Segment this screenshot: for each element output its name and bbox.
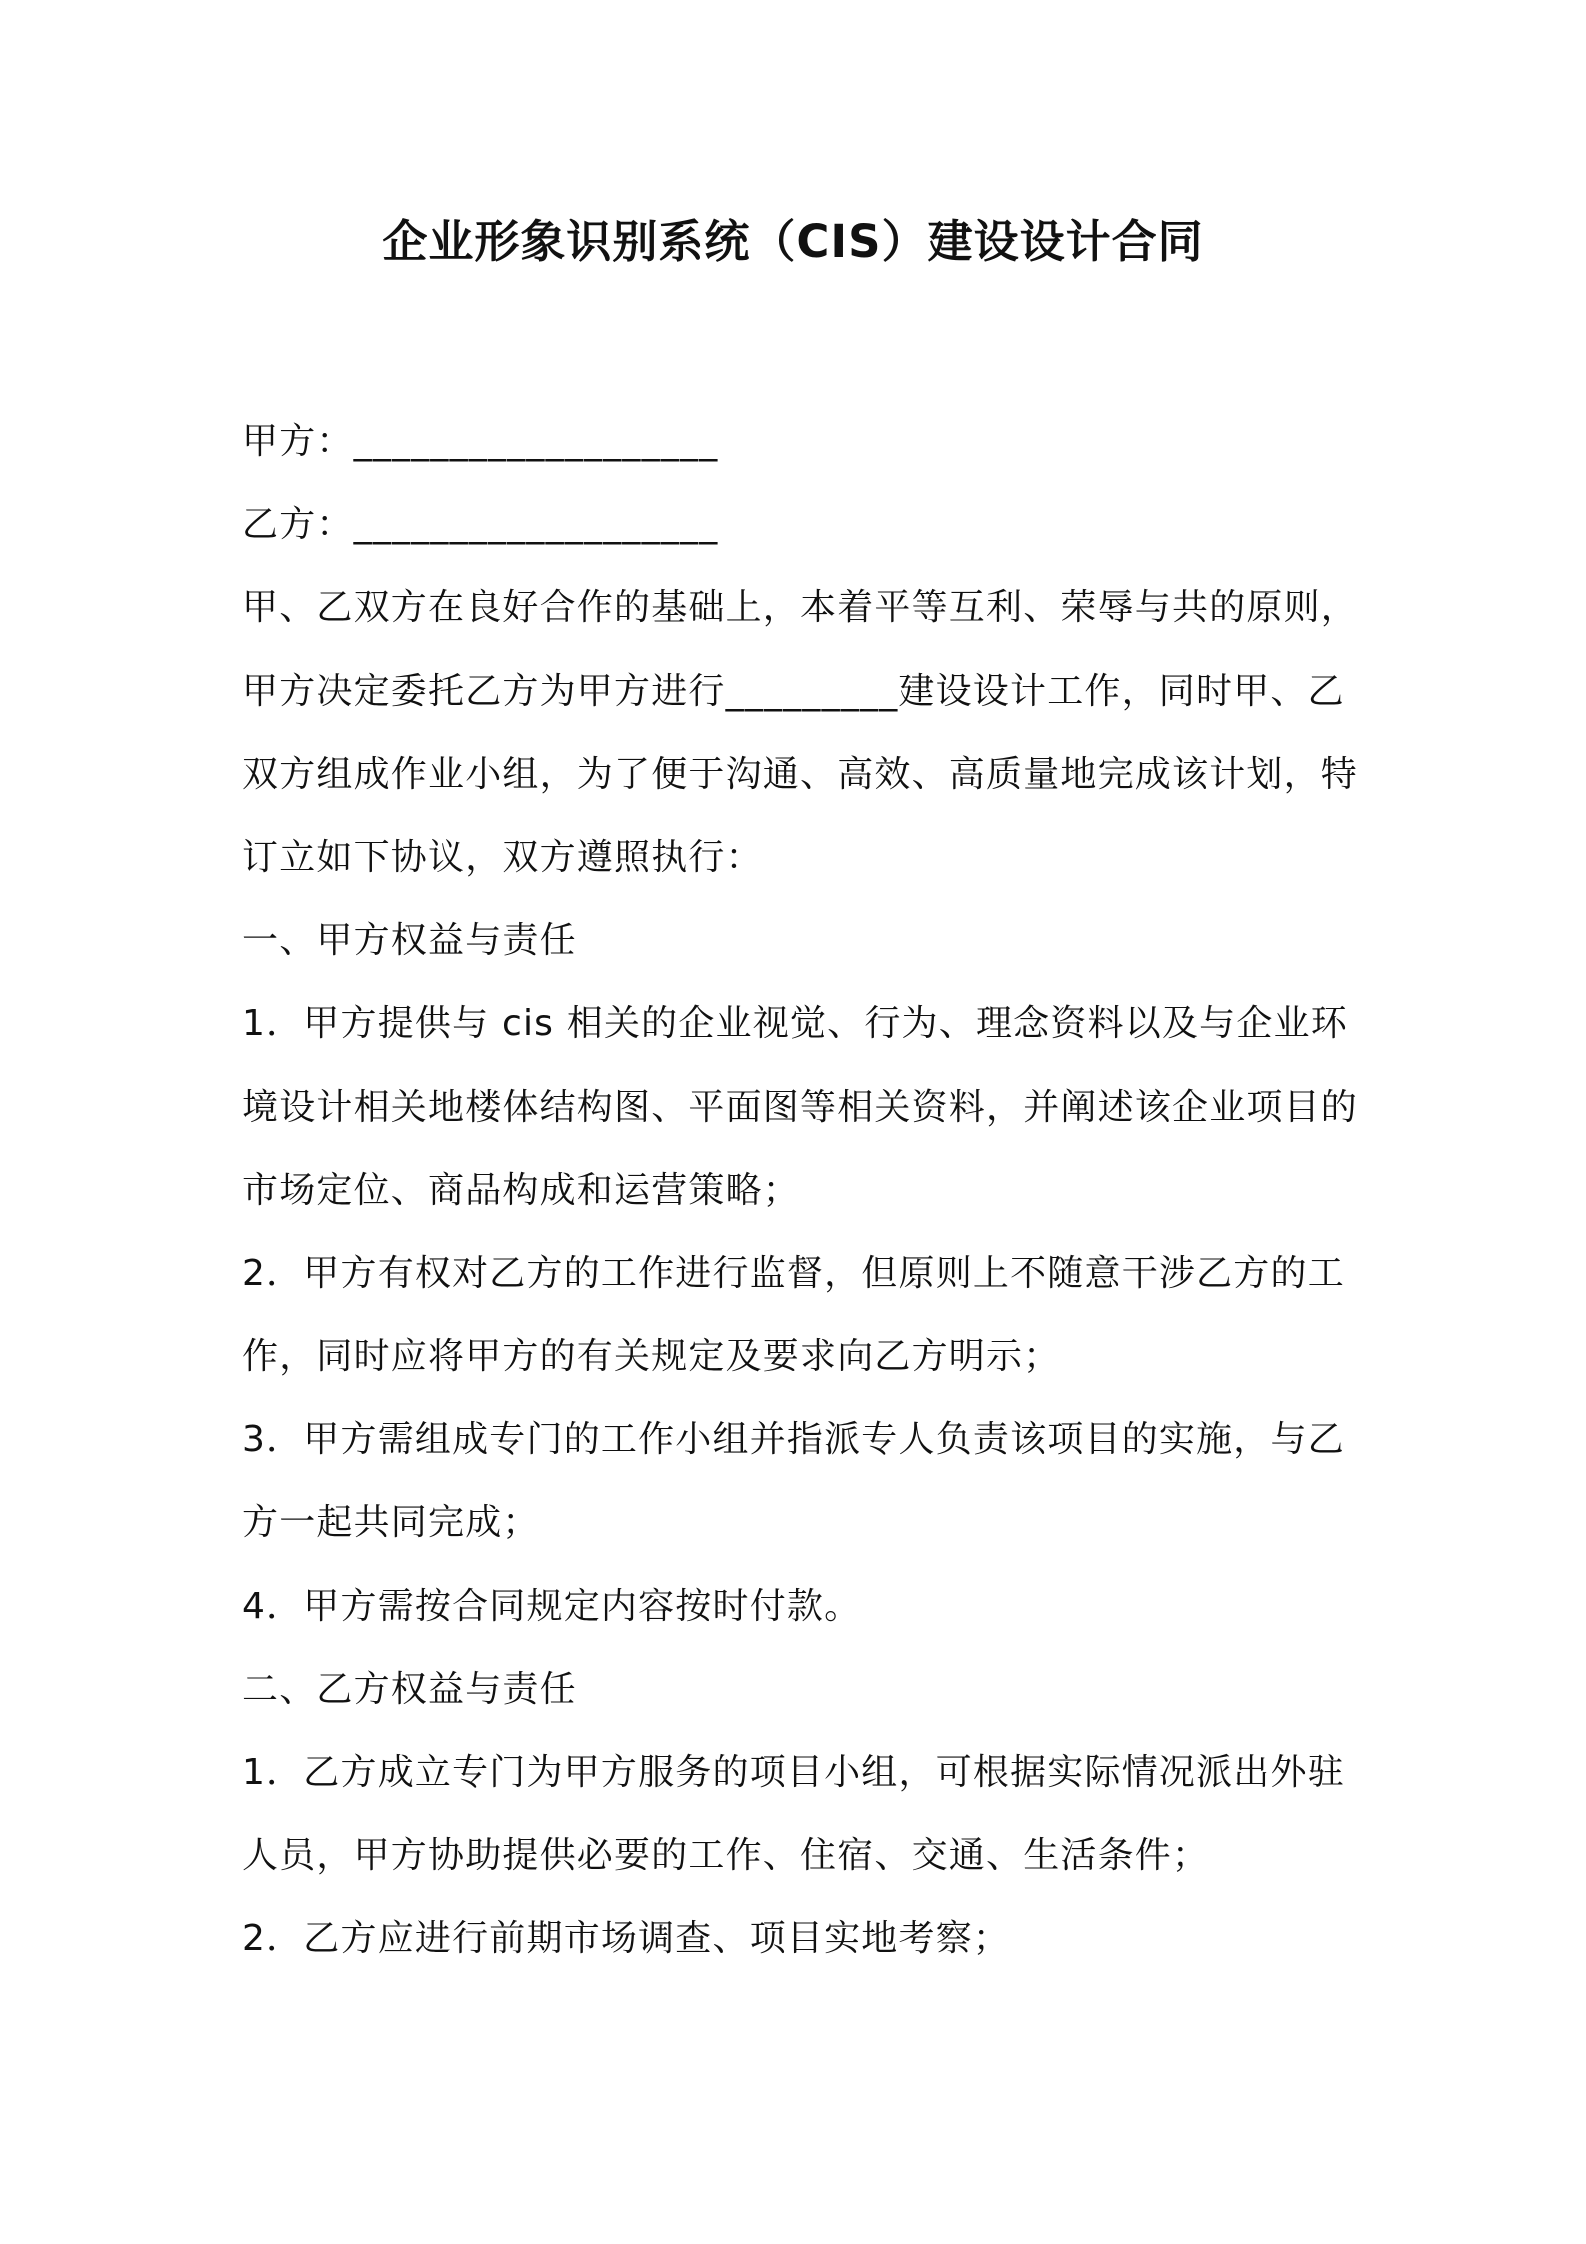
preamble-line: 甲、乙双方在良好合作的基础上，本着平等互利、荣辱与共的原则，	[242, 587, 1359, 629]
party-b-line: 乙方：___________________	[242, 504, 719, 546]
section-heading-party-b: 二、乙方权益与责任	[242, 1668, 577, 1710]
clause-line: 1．甲方提供与 cis 相关的企业视觉、行为、理念资料以及与企业环	[242, 1003, 1348, 1045]
preamble-line: 甲方决定委托乙方为甲方进行_________建设设计工作，同时甲、乙	[242, 670, 1345, 712]
clause-line: 4．甲方需按合同规定内容按时付款。	[242, 1585, 862, 1627]
clause-line: 3．甲方需组成专门的工作小组并指派专人负责该项目的实施，与乙	[242, 1419, 1345, 1461]
clause-line: 人员，甲方协助提供必要的工作、住宿、交通、生活条件；	[242, 1835, 1210, 1877]
clause-line: 市场定位、商品构成和运营策略；	[242, 1169, 801, 1211]
clause-line: 2．乙方应进行前期市场调查、项目实地考察；	[242, 1918, 1011, 1960]
document-title: 企业形象识别系统（CIS）建设设计合同	[382, 215, 1204, 268]
clause-line: 作，同时应将甲方的有关规定及要求向乙方明示；	[242, 1336, 1061, 1378]
section-heading-party-a: 一、甲方权益与责任	[242, 920, 577, 962]
preamble-line: 双方组成作业小组，为了便于沟通、高效、高质量地完成该计划，特	[242, 753, 1359, 795]
preamble-line: 订立如下协议，双方遵照执行：	[242, 836, 763, 878]
clause-line: 境设计相关地楼体结构图、平面图等相关资料，并阐述该企业项目的	[242, 1086, 1359, 1128]
document-body	[242, 400, 1362, 1981]
clause-line: 方一起共同完成；	[242, 1502, 540, 1544]
clause-line: 1．乙方成立专门为甲方服务的项目小组，可根据实际情况派出外驻	[242, 1752, 1345, 1793]
party-a-line: 甲方：___________________	[242, 421, 719, 462]
clause-line: 2．甲方有权对乙方的工作进行监督，但原则上不随意干涉乙方的工	[242, 1252, 1345, 1294]
